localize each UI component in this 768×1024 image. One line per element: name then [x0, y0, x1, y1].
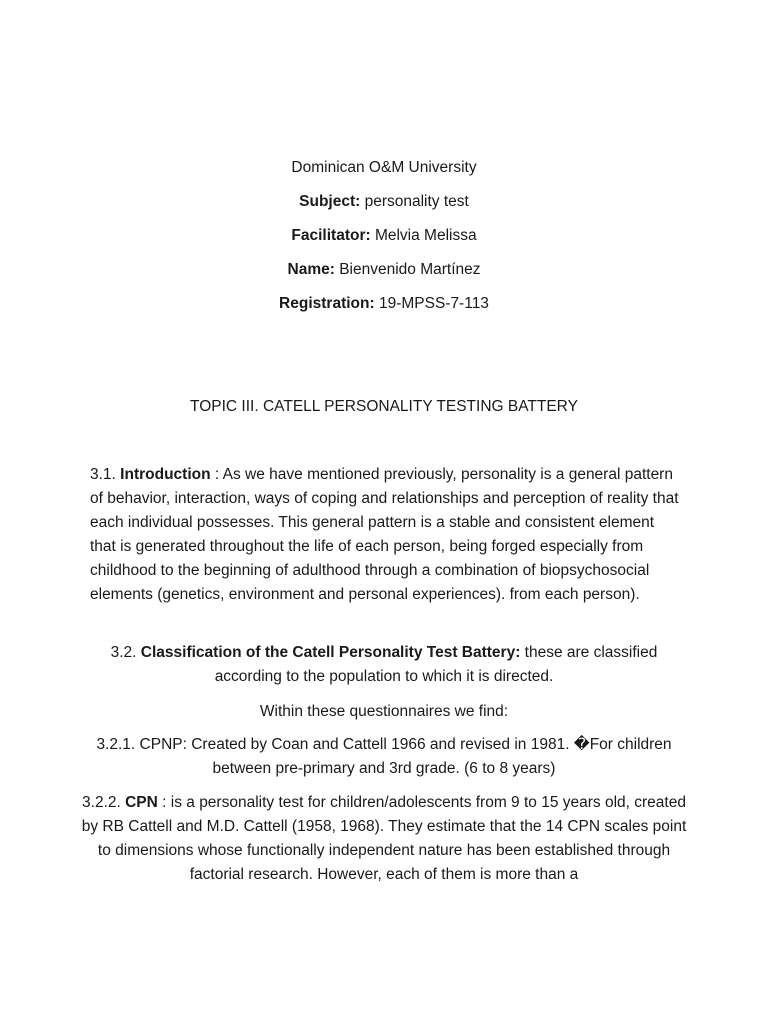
- section-3-2-1-text: 3.2.1. CPNP: Created by Coan and Cattell 1966 and revised in 1981. �For children between pre-primary and 3rd grade. (6 to 8 years): [96, 736, 672, 777]
- facilitator-value: Melvia Melissa: [370, 227, 477, 244]
- registration-label: Registration:: [279, 295, 375, 312]
- facilitator-label: Facilitator:: [291, 227, 371, 244]
- section-3-2-number: 3.2.: [110, 644, 141, 661]
- name-line: [0, 260, 768, 280]
- subject-line: [0, 192, 768, 212]
- registration-line: [0, 294, 768, 314]
- subject-value: personality test: [360, 193, 469, 210]
- university-name: Dominican O&M University: [291, 159, 477, 176]
- section-3-1-number: 3.1.: [90, 466, 121, 483]
- section-3-2-paragraph: [78, 641, 690, 689]
- section-3-2-2-paragraph: [78, 791, 690, 887]
- section-3-2-text: these are classified according to the population to which it is directed.: [214, 644, 658, 685]
- within-questionnaires-text: Within these questionnaires we find:: [259, 703, 509, 720]
- section-3-2-1-paragraph: [78, 733, 690, 781]
- section-3-1-paragraph: [90, 463, 680, 607]
- name-value: Bienvenido Martínez: [334, 261, 481, 278]
- name-label: Name:: [287, 261, 335, 278]
- section-3-2-2-number: 3.2.2.: [82, 794, 126, 811]
- section-3-1-heading: Introduction: [120, 466, 211, 483]
- facilitator-line: [0, 226, 768, 246]
- subject-label: Subject:: [299, 193, 361, 210]
- registration-value: 19-MPSS-7-113: [374, 295, 489, 312]
- section-3-2-2-heading: CPN: [125, 794, 158, 811]
- topic-title: TOPIC III. CATELL PERSONALITY TESTING BATTERY: [190, 398, 578, 415]
- section-3-1-text: : As we have mentioned previously, personality is a general pattern of behavior, interaction, ways of coping and relationships and perception of reality that each individual possesses. This general pattern is a stable and consistent element that is generated throughout the life of each person, being forged especially from childhood to the beginning of adulthood through a combination of biopsychosocial elements (genetics, environment and personal experiences). from each person).: [90, 466, 679, 603]
- section-3-2-2-text: : is a personality test for children/adolescents from 9 to 15 years old, created by RB Cattell and M.D. Cattell (1958, 1968). They estimate that the 14 CPN scales point to dimensions whose functionally independent nature has been established through factorial research. However, each of them is more than a: [81, 794, 687, 883]
- section-3-2-heading: Classification of the Catell Personality Test Battery:: [140, 644, 521, 661]
